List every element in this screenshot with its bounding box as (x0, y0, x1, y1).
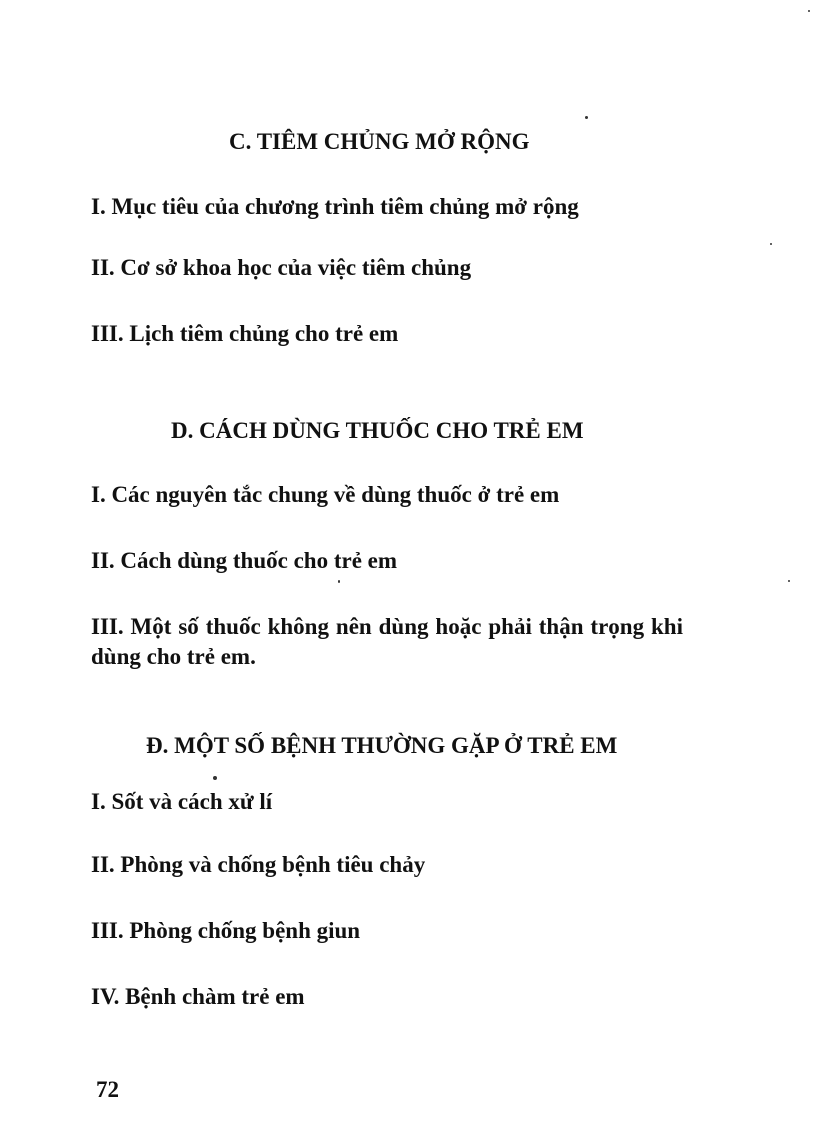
scan-speck (770, 243, 772, 245)
scan-speck (338, 580, 340, 583)
section-c-item-3: III. Lịch tiêm chủng cho trẻ em (91, 321, 399, 346)
section-heading-d: D. CÁCH DÙNG THUỐC CHO TRẺ EM (171, 418, 584, 443)
scan-speck (585, 116, 588, 119)
section-dd-item-3: III. Phòng chống bệnh giun (91, 918, 361, 943)
scan-speck (808, 10, 810, 12)
section-dd-item-1: I. Sốt và cách xử lí (91, 789, 273, 814)
section-c-item-1: I. Mục tiêu của chương trình tiêm chủng mở rộng (91, 194, 579, 219)
section-heading-dd: Đ. MỘT SỐ BỆNH THƯỜNG GẶP Ở TRẺ EM (146, 733, 618, 758)
section-d-item-3: III. Một số thuốc không nên dùng hoặc phải thận trọng khi dùng cho trẻ em. (91, 614, 683, 669)
section-heading-c: C. TIÊM CHỦNG MỞ RỘNG (229, 129, 530, 154)
page-number: 72 (96, 1077, 119, 1102)
scan-speck (213, 776, 217, 780)
section-d-item-2: II. Cách dùng thuốc cho trẻ em (91, 548, 398, 573)
section-dd-item-4: IV. Bệnh chàm trẻ em (91, 984, 305, 1009)
scan-speck (788, 580, 790, 582)
section-c-item-2: II. Cơ sở khoa học của việc tiêm chủng (91, 255, 472, 280)
section-dd-item-2: II. Phòng và chống bệnh tiêu chảy (91, 852, 426, 877)
section-d-item-1: I. Các nguyên tắc chung về dùng thuốc ở trẻ em (91, 482, 560, 507)
